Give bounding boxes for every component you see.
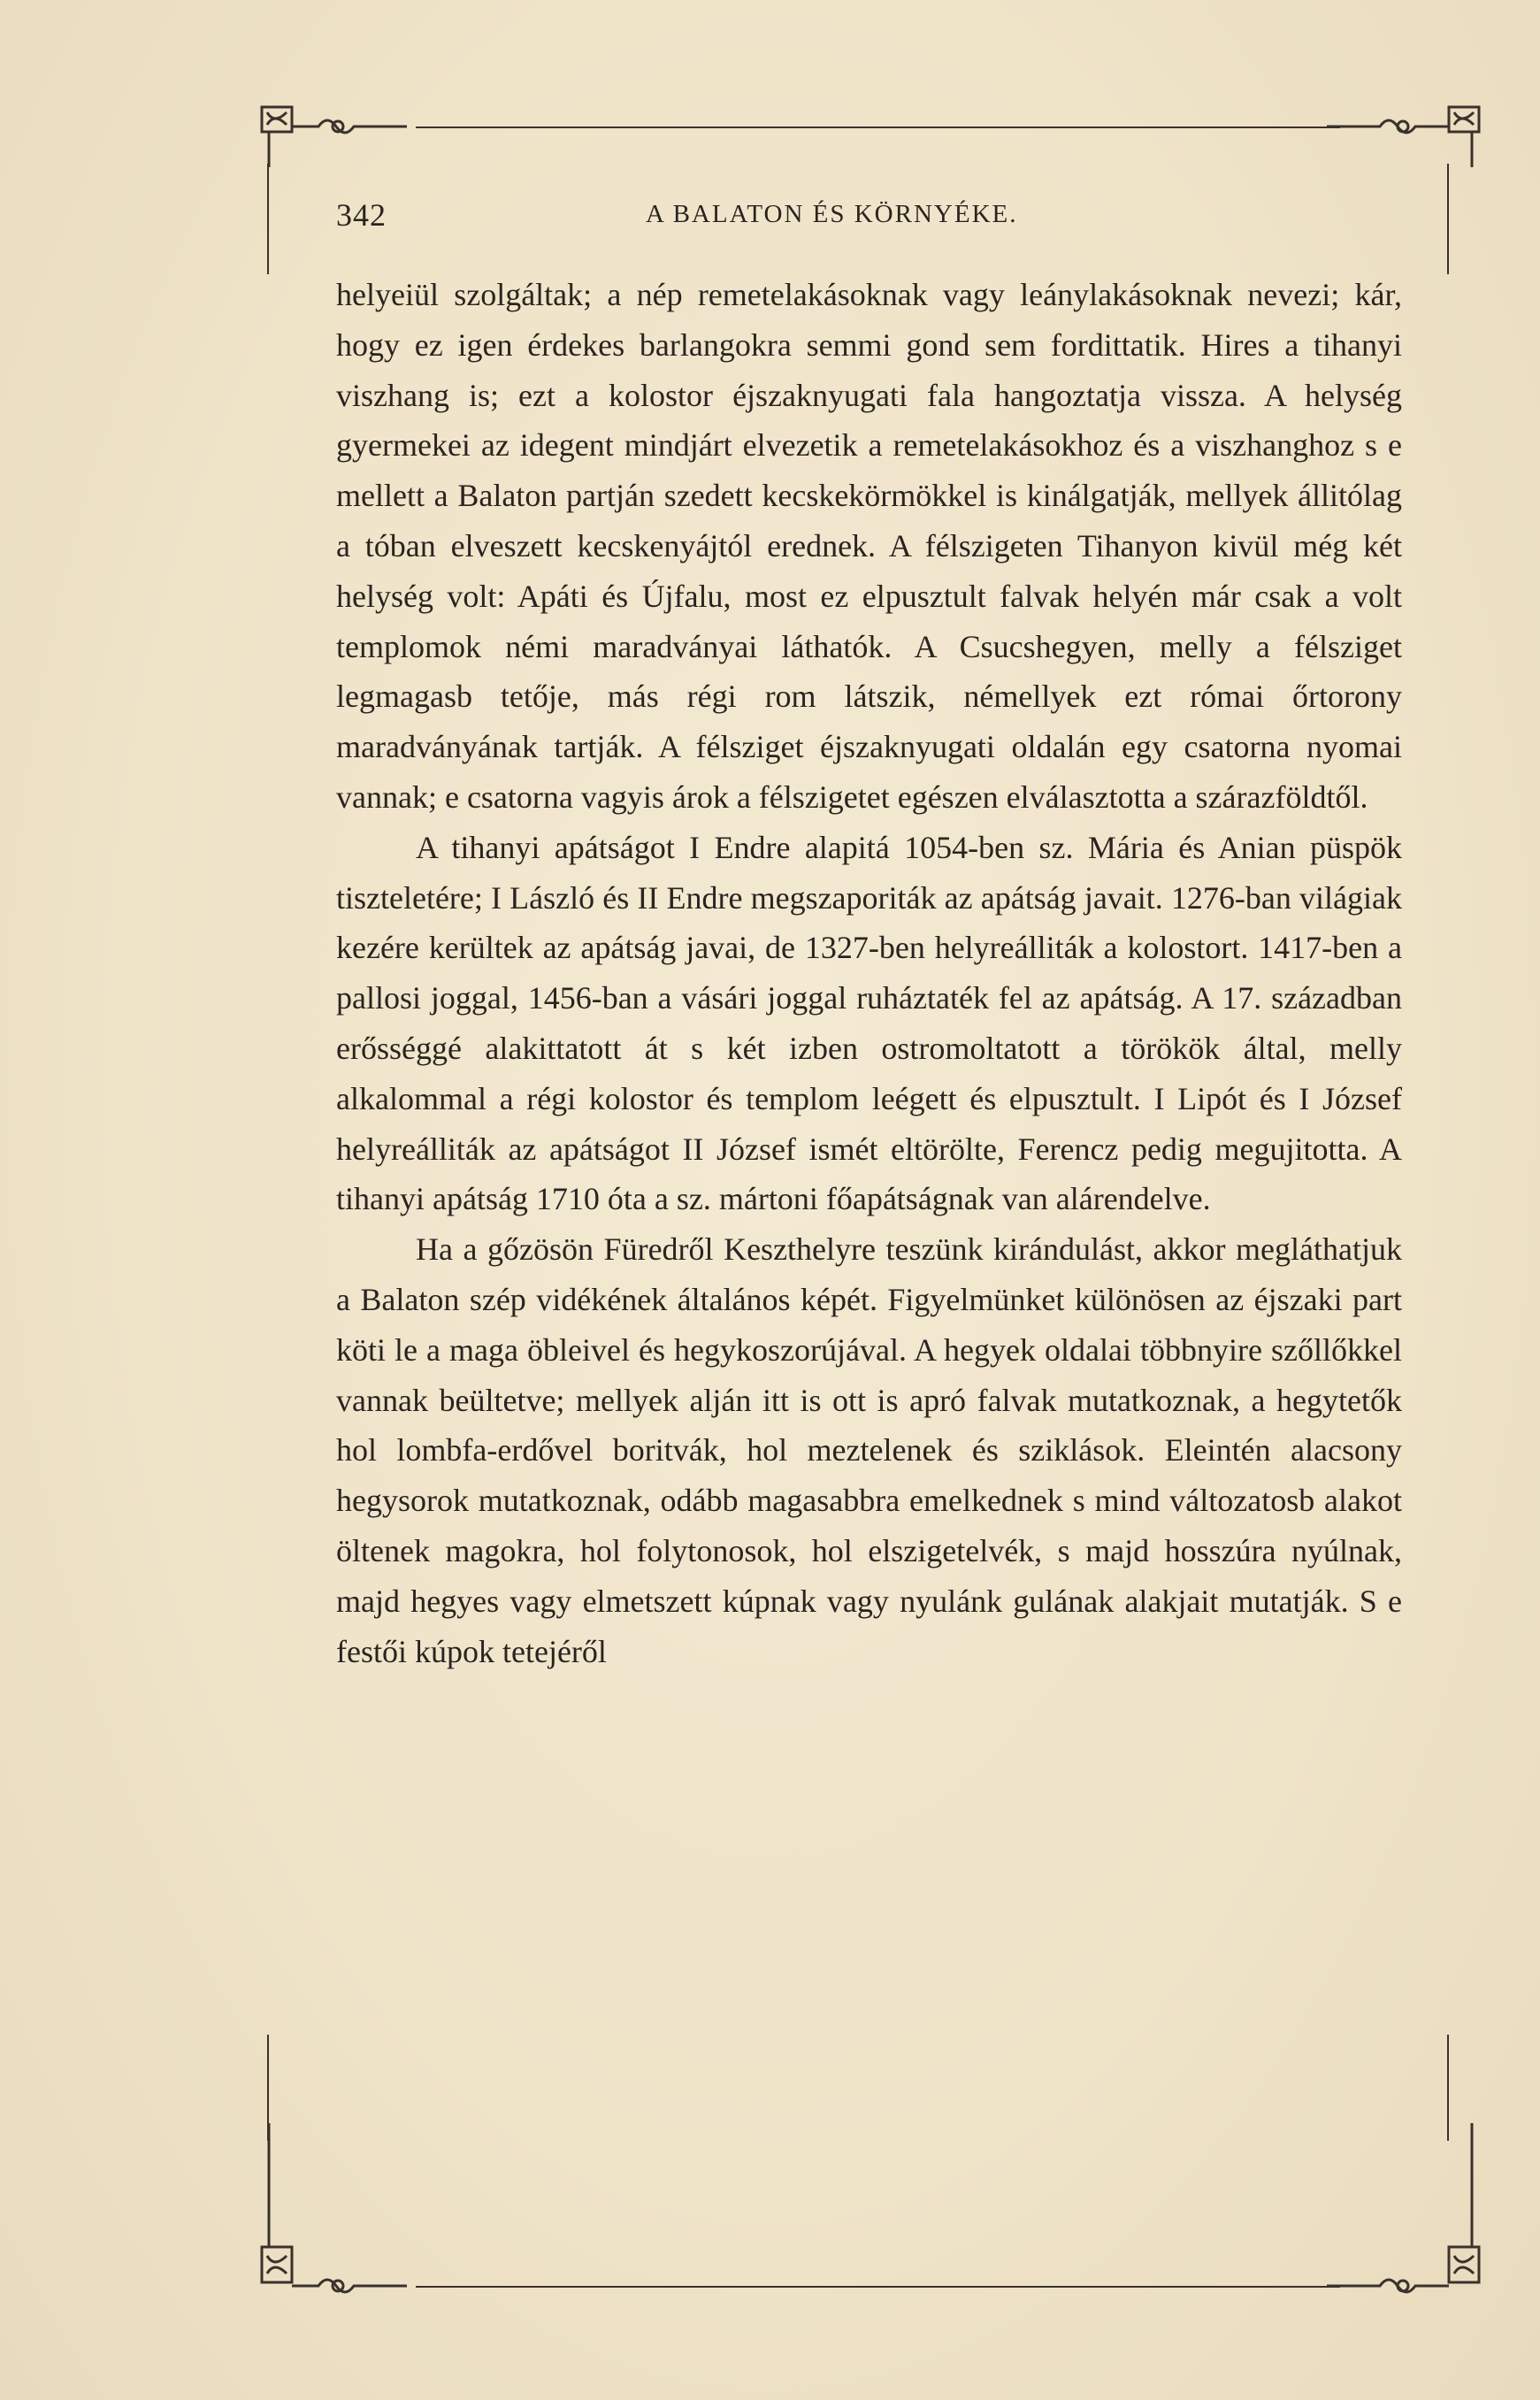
paragraph-3: Ha a gőzösön Füredről Keszthelyre teszünk kirándulást, akkor megláthatjuk a Balaton szép vidékének általános képét. Figyelmünket különösen az éjszaki part köti le a maga öbleivel és hegykoszorújával. A hegyek oldalai többnyire szőllőkkel vannak beültetve; mellyek alján itt is ott is apró falvak mutatkoznak, a hegytetők hol lombfa-erdővel boritvák, hol meztelenek és sziklások. Eleintén alacsony hegysorok mutatkoznak, odább magasabbra emelkednek s mind változatosb alakot öltenek magokra, hol folytonosok, hol elszigetelvék, s majd hosszúra nyúlnak, majd hegyes vagy elmetszett kúpnak vagy nyulánk gulának alakjait mutatják. S e festői kúpok tetejéről: [336, 1231, 1402, 1669]
paragraph-2: A tihanyi apátságot I Endre alapitá 1054-ben sz. Mária és Anian püspök tiszteletére; I László és II Endre megszaporiták az apátság javait. 1276-ban világiak kezére kerültek az apátság javai, de 1327-ben helyreálliták a kolostort. 1417-ben a pallosi joggal, 1456-ban a vásári joggal ruháztaték fel az apátság. A 17. században erősséggé alakittatott át s két izben ostromoltatott a törökök által, melly alkalommal a régi kolostor és templom leégett és elpusztult. I Lipót és I József helyreálliták az apátságot II József ismét eltörölte, Ferencz pedig megujitotta. A tihanyi apátság 1710 óta a sz. mártoni főapátságnak van alárendelve.: [336, 829, 1402, 1217]
page-number: 342: [336, 197, 387, 233]
top-right-corner-ornament-icon: [1327, 100, 1486, 171]
frame-bottom-rule: [416, 2286, 1340, 2288]
body-text: [336, 270, 1402, 1676]
frame-top-rule: [416, 127, 1340, 128]
running-head: [336, 196, 1415, 241]
paragraph-1: helyeiül szolgáltak; a nép remetelakásoknak vagy leánylakásoknak nevezi; kár, hogy ez igen érdekes barlangokra semmi gond sem fordittatik. Hires a tihanyi viszhang is; ezt a kolostor éjszaknyugati fala hangoztatja vissza. A helység gyermekei az idegent mindjárt elvezetik a remetelakásokhoz és a viszhanghoz s e mellett a Balaton partján szedett kecskekörmökkel is kinálgatják, mellyek állitólag a tóban elveszett kecskenyájtól erednek. A félszigeten Tihanyon kivül még két helység volt: Apáti és Újfalu, most ez elpusztult falvak helyén már csak a volt templomok némi maradványai láthatók. A Csucshegyen, melly a félsziget legmagasb tetője, más régi rom látszik, némellyek ezt római őrtorony maradványának tartják. A félsziget éjszaknyugati oldalán egy csatorna nyomai vannak; e csatorna vagyis árok a félszigetet egészen elválasztotta a szárazföldtől.: [336, 277, 1402, 815]
frame-left-upper-rule: [267, 164, 269, 274]
frame-right-upper-rule: [1447, 164, 1449, 274]
bottom-right-corner-ornament-icon: [1327, 2123, 1486, 2300]
top-left-corner-ornament-icon: [257, 100, 416, 171]
bottom-left-corner-ornament-icon: [257, 2123, 416, 2300]
running-title: A BALATON ÉS KÖRNYÉKE.: [646, 200, 1018, 228]
